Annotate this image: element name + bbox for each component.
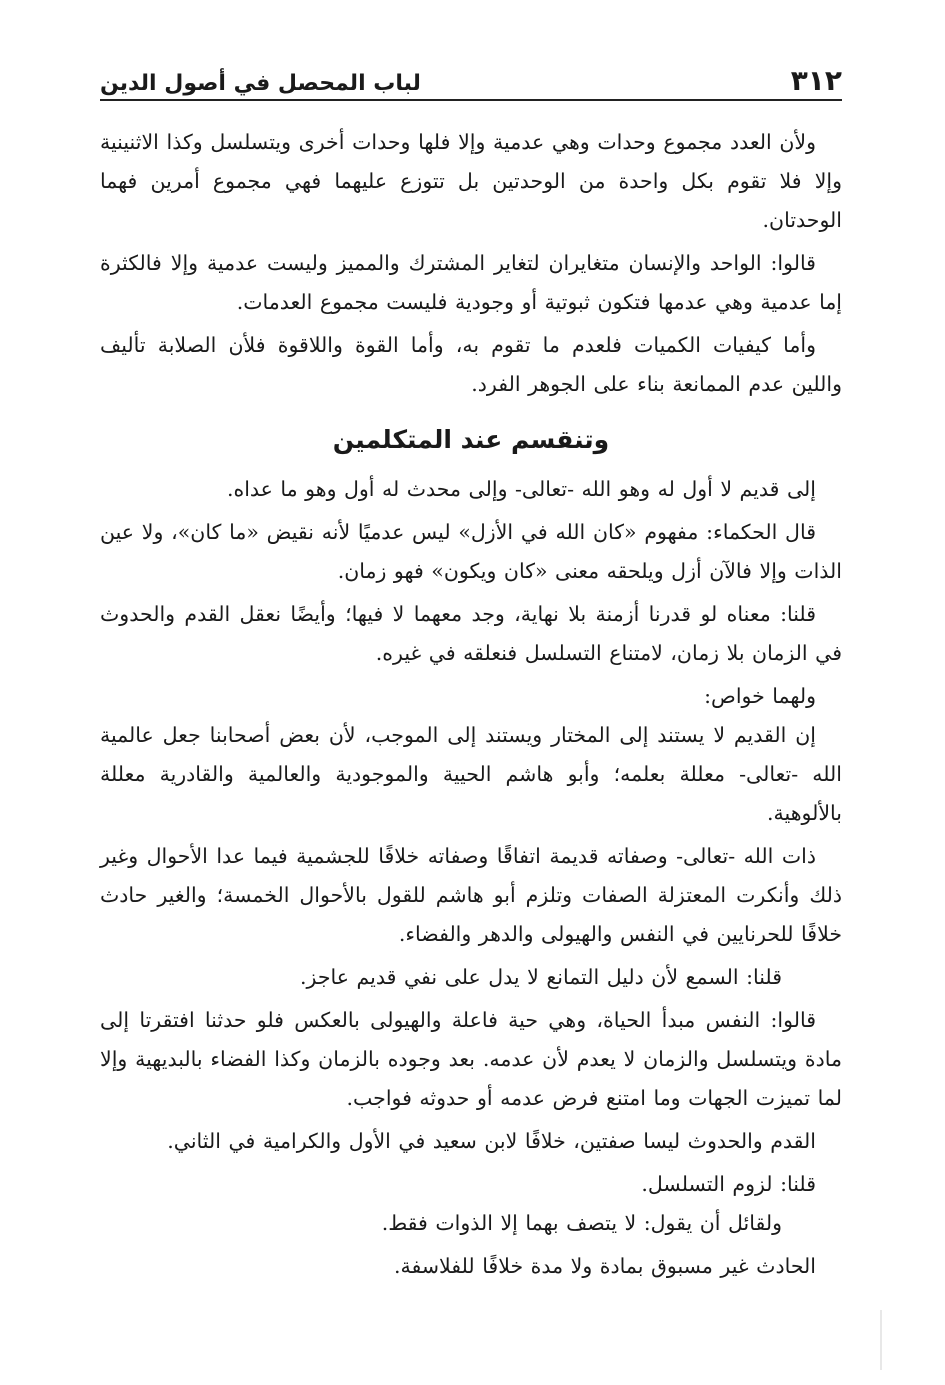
body-text — [100, 123, 842, 1286]
section-heading: وتنقسم عند المتكلمين — [332, 425, 610, 454]
paragraph: الحادث غير مسبوق بمادة ولا مدة خلافًا للفلاسفة. — [393, 1254, 816, 1278]
paragraph: قلنا: السمع لأن دليل التمانع لا يدل على نفي قديم عاجز. — [300, 965, 782, 989]
paragraph: إلى قديم لا أول له وهو الله -تعالى- وإلى محدث له أول وهو ما عداه. — [226, 477, 816, 501]
book-title: لباب المحصل في أصول الدين — [100, 71, 421, 96]
paragraph: ولأن العدد مجموع وحدات وهي عدمية وإلا فلها وحدات أخرى ويتسلسل وكذا الاثنينية وإلا فلا تقوم بكل واحدة من الوحدتين بل تتوزع عليهما فهي مجموع أمرين فهما الوحدتان. — [100, 130, 842, 232]
page-number: ٣١٢ — [790, 64, 842, 97]
paragraph: قلنا: معناه لو قدرنا أزمنة بلا نهاية، وجد معهما لا فيها؛ وأيضًا نعقل القدم والحدوث في الزمان بلا زمان، لامتناع التسلسل فنعلقه في غيره. — [100, 602, 842, 665]
book-page — [100, 55, 842, 1355]
paragraph: قالوا: الواحد والإنسان متغايران لتغاير المشترك والمميز وليست عدمية وإلا فالكثرة إما عدمية وهي عدمها فتكون ثبوتية أو وجودية فليست مجموع العدمات. — [100, 251, 842, 314]
paragraph: القدم والحدوث ليسا صفتين، خلافًا لابن سعيد في الأول والكرامية في الثاني. — [167, 1129, 816, 1153]
paragraph: قلنا: لزوم التسلسل. — [641, 1172, 816, 1196]
paragraph: ولقائل أن يقول: لا يتصف بهما إلا الذوات فقط. — [381, 1211, 782, 1235]
running-header — [100, 55, 842, 101]
paragraph: قال الحكماء: مفهوم «كان الله في الأزل» ليس عدميًا لأنه نقيض «ما كان»، ولا عين الذات وإلا فالآن أزل ويلحقه معنى «كان ويكون» فهو زمان. — [100, 520, 842, 583]
paragraph: إن القديم لا يستند إلى المختار ويستند إلى الموجب، لأن بعض أصحابنا جعل عالمية الله -تعالى- معللة بعلمه؛ وأبو هاشم الحيية والموجودية والعالمية والقادرية معللة بالألوهية. — [100, 723, 842, 825]
paragraph: ولهما خواص: — [704, 684, 816, 708]
scan-edge-mark — [880, 1310, 882, 1370]
paragraph: ذات الله -تعالى- وصفاته قديمة اتفاقًا وصفاته خلافًا للجشمية فيما عدا الأحوال وغير ذلك وأنكرت المعتزلة الصفات وتلزم أبو هاشم للقول بالأحوال الخمسة؛ والغير حادث خلافًا للحرنايين في النفس والهيولى والدهر والفضاء. — [100, 844, 842, 946]
paragraph: وأما كيفيات الكميات فلعدم ما تقوم به، وأما القوة واللاقوة فلأن الصلابة تأليف واللين عدم الممانعة بناء على الجوهر الفرد. — [100, 333, 842, 396]
paragraph: قالوا: النفس مبدأ الحياة، وهي حية فاعلة والهيولى بالعكس فلو حدثنا افتقرتا إلى مادة ويتسلسل والزمان لا يعدم لأن عدمه. بعد وجوده بالزمان وكذا الفضاء بالبديهية وإلا لما تميزت الجهات وما امتنع فرض عدمه أو حدوثه فواجب. — [100, 1008, 842, 1110]
